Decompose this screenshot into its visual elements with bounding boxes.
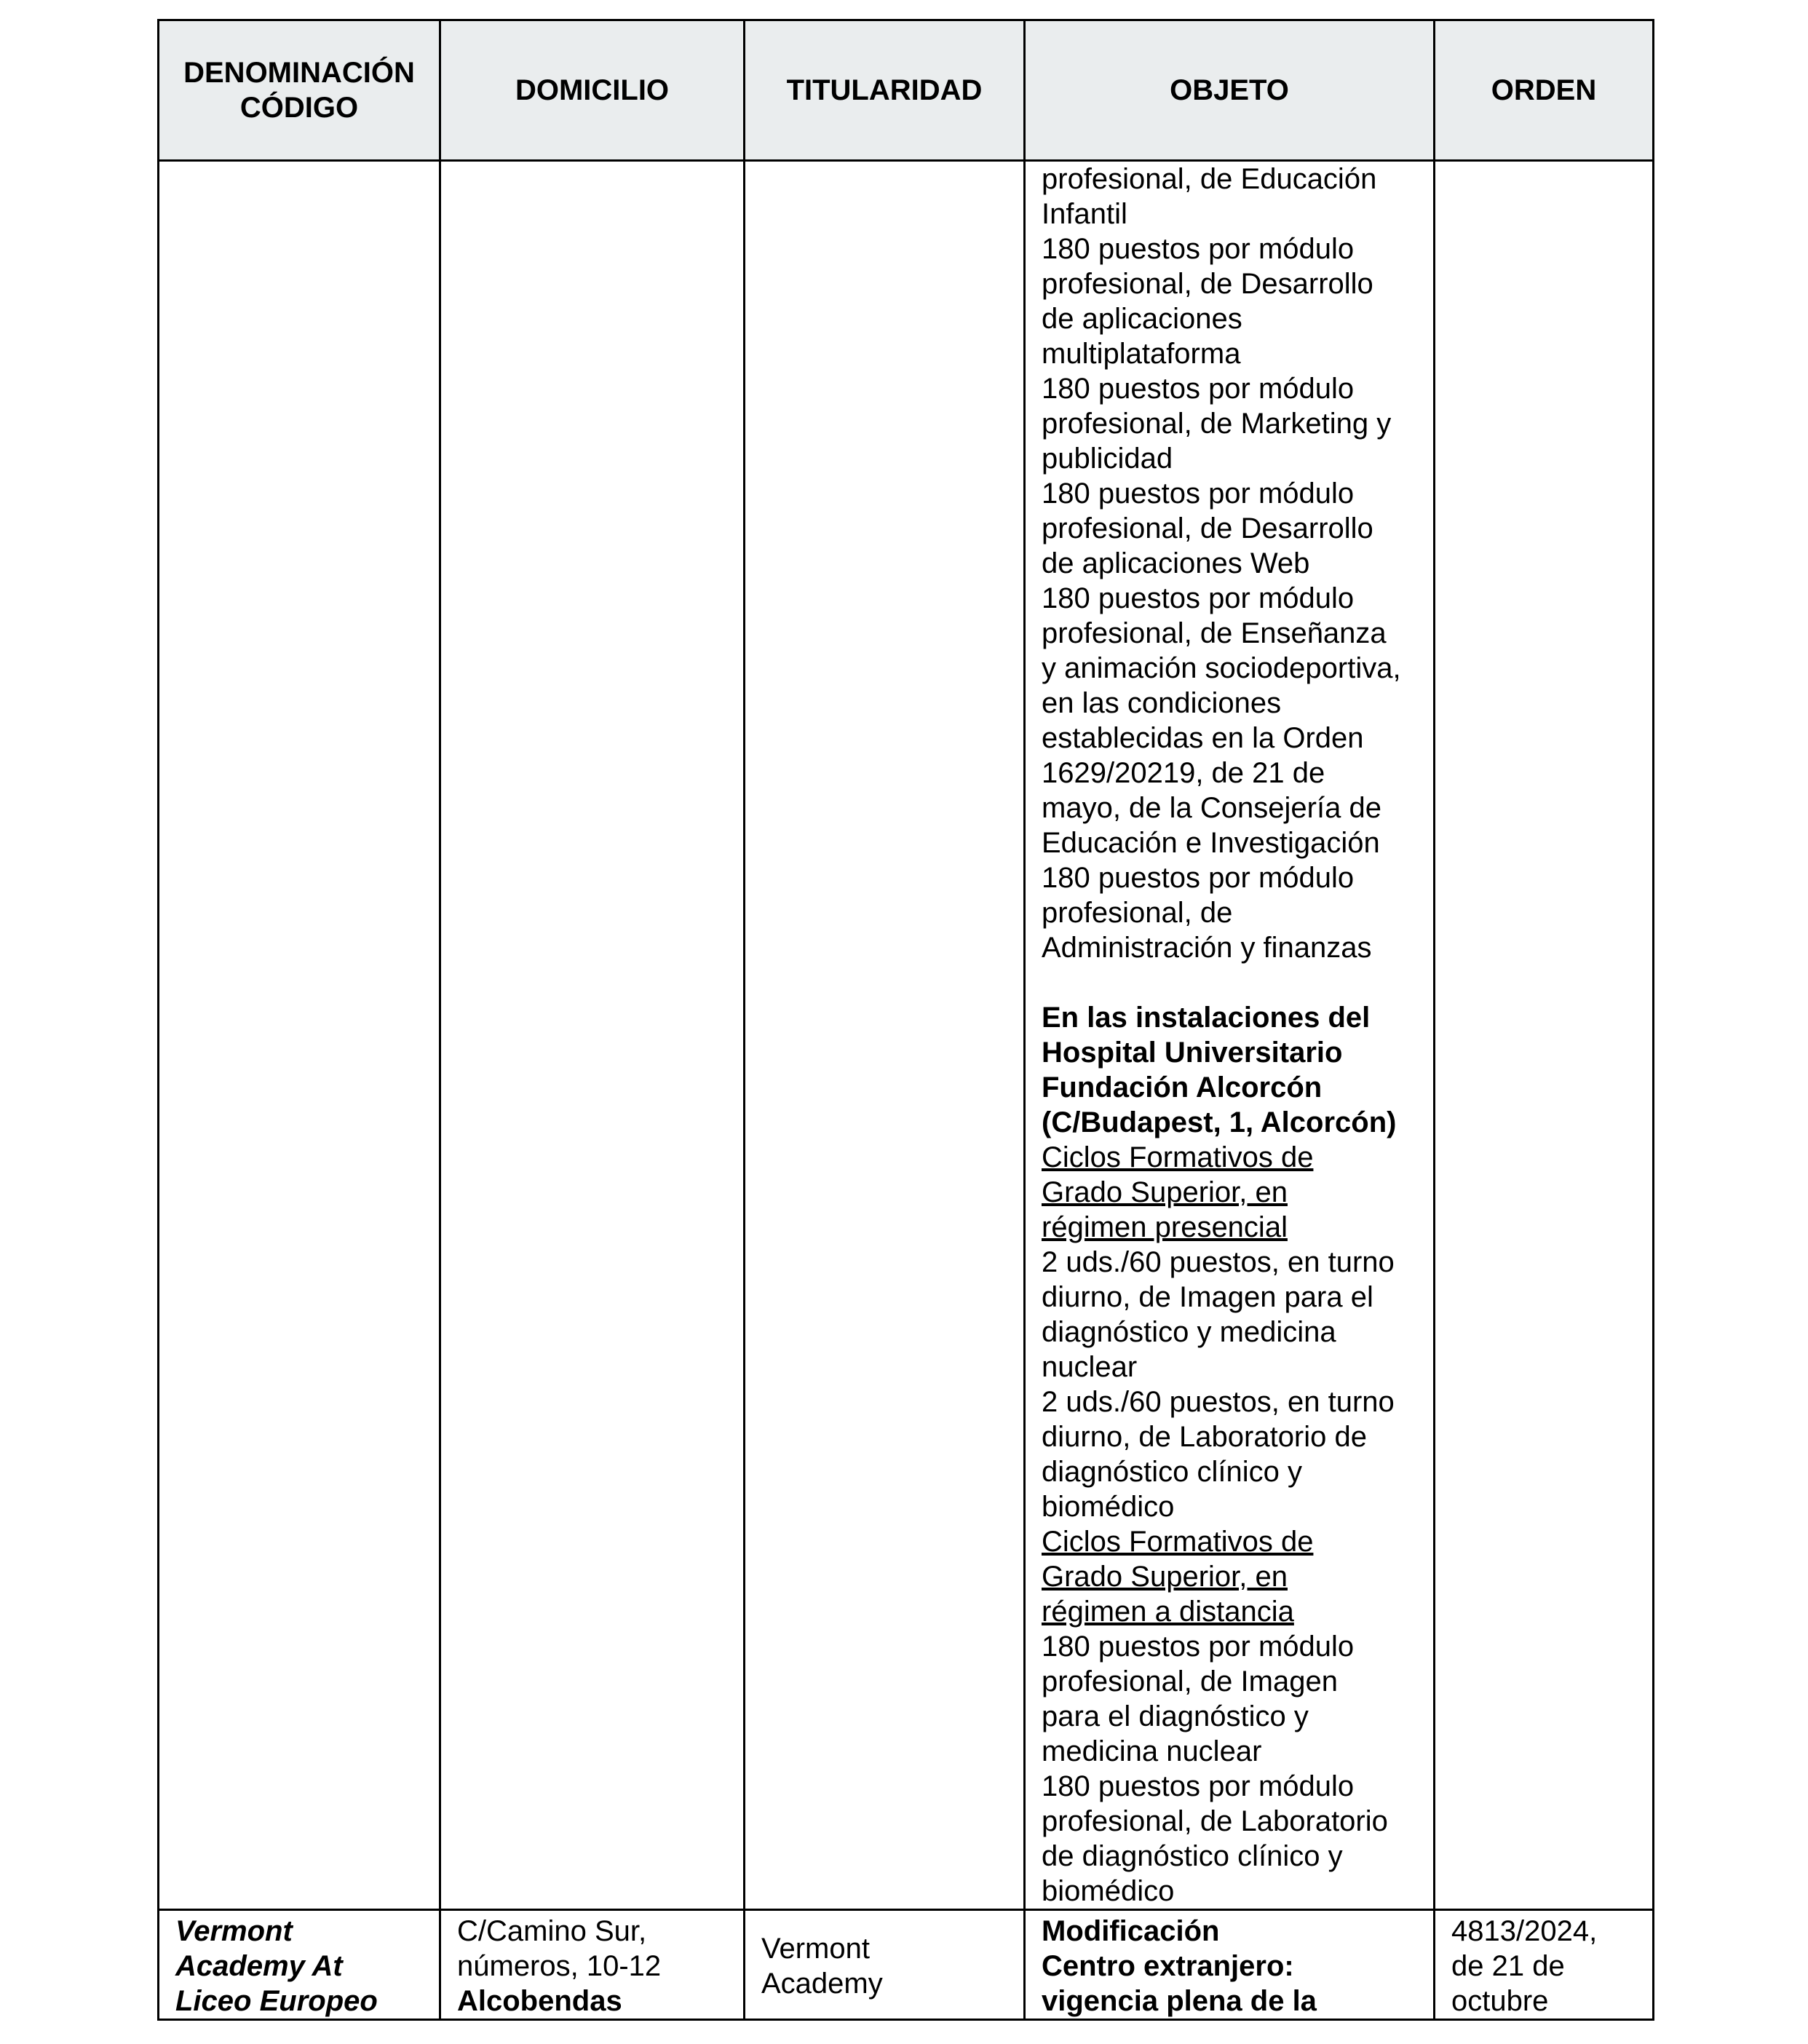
center-name-line: Liceo Europeo <box>175 1985 378 2017</box>
center-owner-line: Vermont <box>761 1933 870 1965</box>
subheading-line: régimen presencial <box>1042 1211 1288 1243</box>
objeto-lines-b <box>1042 1245 1419 1524</box>
distancia-subheading <box>1042 1524 1419 1629</box>
objeto-line: profesional, de Enseñanza <box>1042 617 1387 649</box>
empty-cell-titularidad <box>745 161 1025 1910</box>
denominacion-cell <box>159 1910 440 2020</box>
center-object <box>1026 1911 1433 2019</box>
objeto-line: profesional, de <box>1042 897 1233 929</box>
subheading-line: régimen a distancia <box>1042 1596 1294 1628</box>
objeto-line: profesional, de Imagen <box>1042 1665 1338 1698</box>
objeto-line: de aplicaciones Web <box>1042 547 1310 579</box>
hospital-heading-line: En las instalaciones del <box>1042 1002 1371 1034</box>
table-row <box>159 161 1654 1910</box>
objeto-cell-last <box>1025 1910 1435 2020</box>
objeto-line: de aplicaciones <box>1042 303 1242 335</box>
center-owner-line: Academy <box>761 1968 883 2000</box>
center-order-line: de 21 de <box>1451 1950 1565 1982</box>
objeto-lines-a <box>1042 162 1419 965</box>
header-denominacion <box>159 20 440 161</box>
objeto-line: 180 puestos por módulo <box>1042 478 1355 510</box>
objeto-line: de diagnóstico clínico y <box>1042 1840 1343 1872</box>
objeto-line: Educación e Investigación <box>1042 827 1380 859</box>
objeto-line: en las condiciones <box>1042 687 1282 719</box>
objeto-line: 180 puestos por módulo <box>1042 233 1355 265</box>
objeto-text <box>1026 162 1433 1909</box>
center-address-line: C/Camino Sur, <box>457 1915 647 1947</box>
center-address-line: números, 10-12 <box>457 1950 662 1982</box>
objeto-line: 2 uds./60 puestos, en turno <box>1042 1246 1395 1278</box>
subheading-line: Grado Superior, en <box>1042 1561 1288 1593</box>
table-row <box>159 1910 1654 2020</box>
paragraph-gap <box>1042 965 1419 1000</box>
center-owner <box>745 1911 1023 2001</box>
objeto-line: 180 puestos por módulo <box>1042 1770 1355 1802</box>
hospital-heading-line: Fundación Alcorcón <box>1042 1071 1323 1104</box>
header-denominacion-line1: DENOMINACIÓN <box>183 57 415 89</box>
subheading-line: Ciclos Formativos de <box>1042 1526 1314 1558</box>
objeto-line: profesional, de Desarrollo <box>1042 268 1373 300</box>
objeto-line: medicina nuclear <box>1042 1735 1262 1767</box>
objeto-line: profesional, de Laboratorio <box>1042 1805 1388 1837</box>
objeto-line: diurno, de Imagen para el <box>1042 1281 1373 1313</box>
objeto-lines-c <box>1042 1629 1419 1909</box>
objeto-line: publicidad <box>1042 443 1173 475</box>
objeto-line: diagnóstico y medicina <box>1042 1316 1336 1348</box>
objeto-line: nuclear <box>1042 1351 1138 1383</box>
titularidad-cell <box>745 1910 1025 2020</box>
objeto-line: diagnóstico clínico y <box>1042 1456 1302 1488</box>
objeto-line: profesional, de Marketing y <box>1042 408 1392 440</box>
center-name-line: Academy At <box>175 1950 343 1982</box>
objeto-line: 1629/20219, de 21 de <box>1042 757 1325 789</box>
objeto-line: profesional, de Desarrollo <box>1042 512 1373 544</box>
domicilio-cell <box>440 1910 745 2020</box>
center-object-line: Centro extranjero: <box>1042 1950 1294 1982</box>
objeto-line: multiplataforma <box>1042 338 1241 370</box>
center-city: Alcobendas <box>457 1985 622 2017</box>
empty-cell-denominacion <box>159 161 440 1910</box>
center-object-line: Modificación <box>1042 1915 1220 1947</box>
presencial-subheading <box>1042 1140 1419 1245</box>
center-street <box>457 1914 727 1984</box>
empty-cell-domicilio <box>440 161 745 1910</box>
hospital-heading-line: Hospital Universitario <box>1042 1037 1343 1069</box>
center-object-line: vigencia plena de la <box>1042 1985 1317 2017</box>
header-denominacion-line2: CÓDIGO <box>239 92 359 124</box>
header-domicilio: DOMICILIO <box>440 20 745 161</box>
hospital-heading-line: (C/Budapest, 1, Alcorcón) <box>1042 1106 1397 1138</box>
objeto-line: y animación sociodeportiva, <box>1042 652 1401 684</box>
header-objeto: OBJETO <box>1025 20 1435 161</box>
objeto-line: 180 puestos por módulo <box>1042 373 1355 405</box>
center-order-line: octubre <box>1451 1985 1549 2017</box>
centers-table <box>157 19 1654 2021</box>
objeto-line: biomédico <box>1042 1875 1175 1907</box>
center-order-line: 4813/2024, <box>1451 1915 1598 1947</box>
center-name <box>159 1911 439 2019</box>
objeto-line: 2 uds./60 puestos, en turno <box>1042 1386 1395 1418</box>
hospital-heading <box>1042 1000 1419 1140</box>
objeto-line: Infantil <box>1042 198 1127 230</box>
objeto-line: diurno, de Laboratorio de <box>1042 1421 1367 1453</box>
header-orden: ORDEN <box>1435 20 1654 161</box>
objeto-line: biomédico <box>1042 1491 1175 1523</box>
objeto-line: Administración y finanzas <box>1042 932 1372 964</box>
objeto-line: para el diagnóstico y <box>1042 1700 1309 1732</box>
objeto-line: profesional, de Educación <box>1042 163 1377 195</box>
orden-cell <box>1435 1910 1654 2020</box>
subheading-line: Grado Superior, en <box>1042 1176 1288 1208</box>
objeto-line: establecidas en la Orden <box>1042 722 1364 754</box>
empty-cell-orden <box>1435 161 1654 1910</box>
objeto-line: 180 puestos por módulo <box>1042 862 1355 894</box>
objeto-cell <box>1025 161 1435 1910</box>
objeto-line: 180 puestos por módulo <box>1042 582 1355 614</box>
header-titularidad: TITULARIDAD <box>745 20 1025 161</box>
subheading-line: Ciclos Formativos de <box>1042 1141 1314 1173</box>
table-header-row <box>159 20 1654 161</box>
objeto-line: mayo, de la Consejería de <box>1042 792 1381 824</box>
center-address <box>441 1911 743 2019</box>
objeto-line: 180 puestos por módulo <box>1042 1631 1355 1663</box>
center-order <box>1435 1911 1652 2019</box>
center-name-line: Vermont <box>175 1915 293 1947</box>
